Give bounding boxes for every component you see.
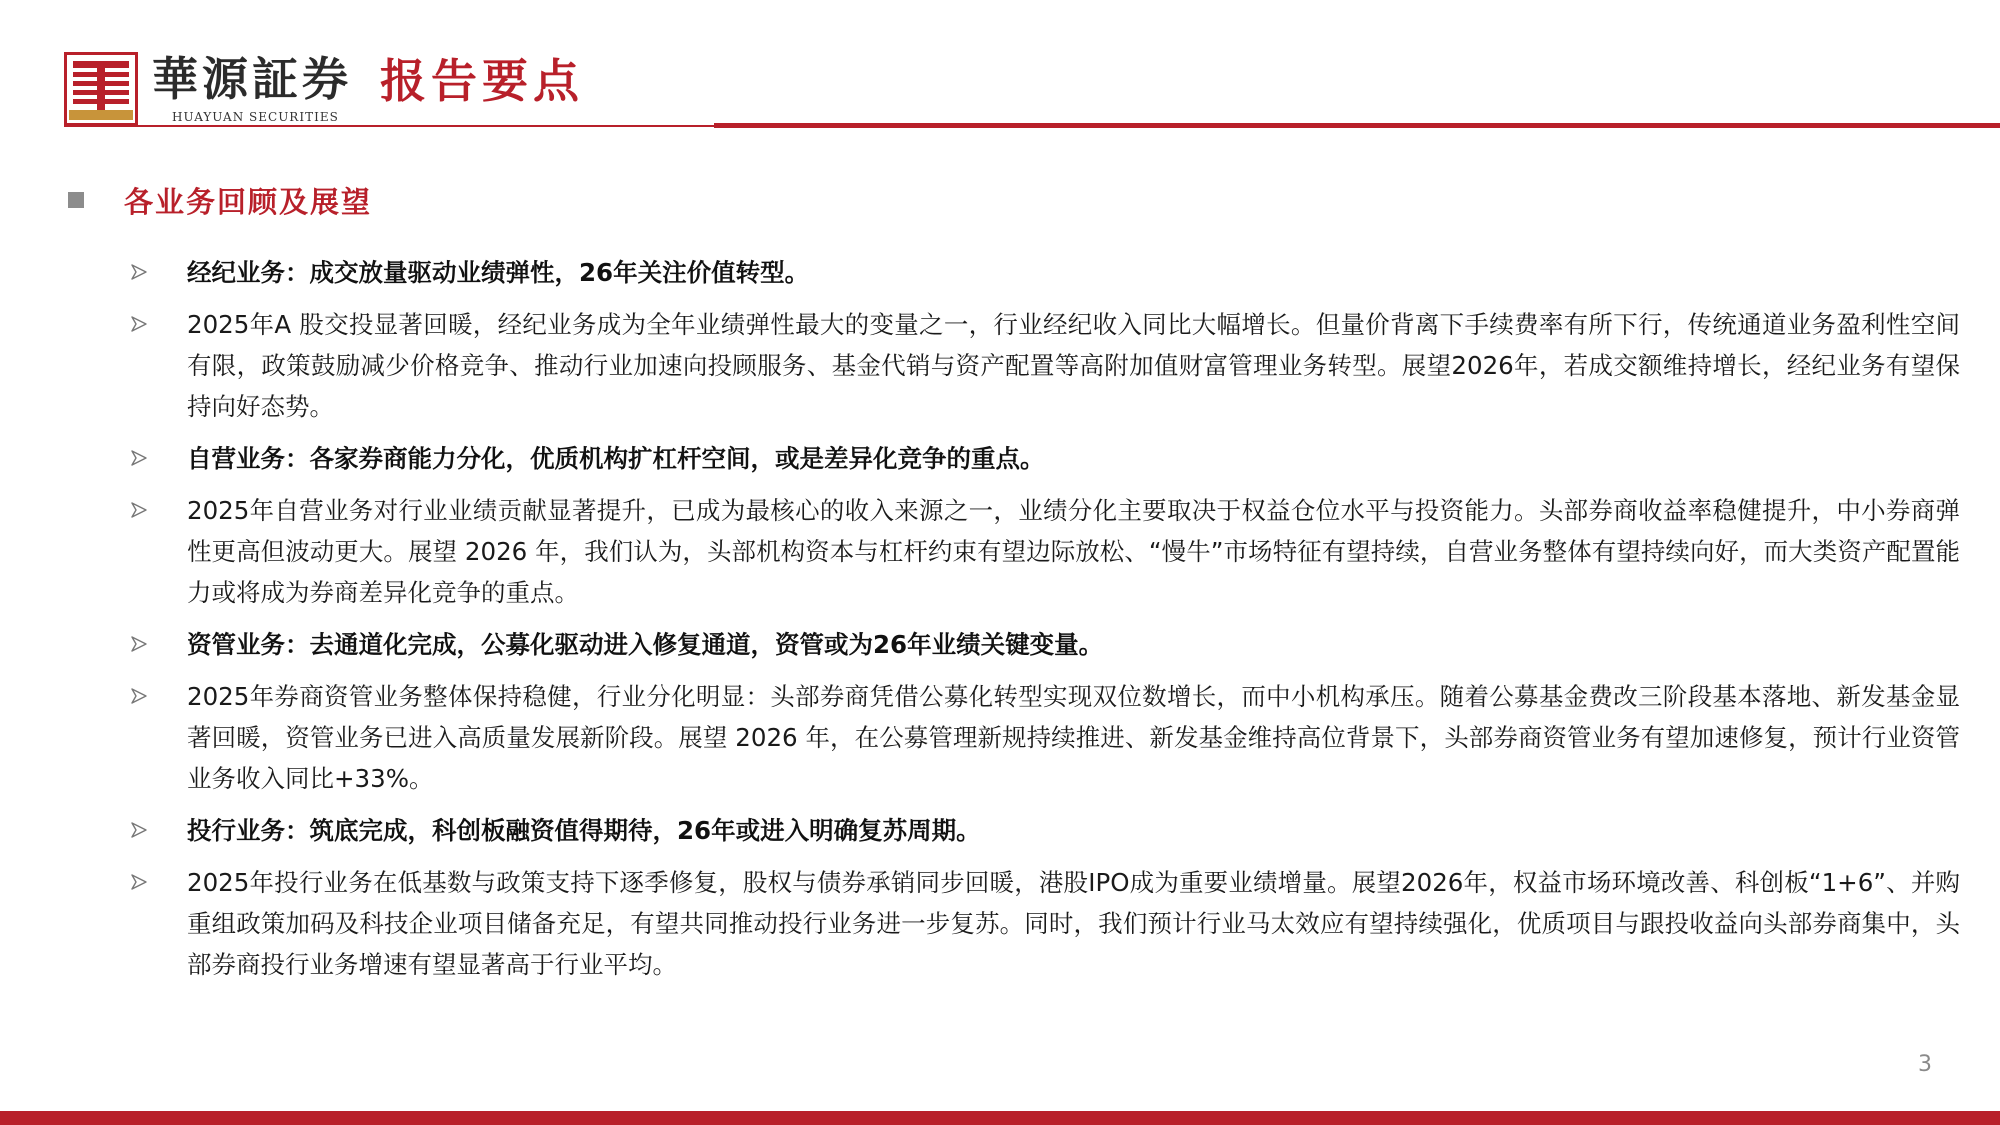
item-text: 2025年自营业务对行业业绩贡献显著提升，已成为最核心的收入来源之一，业绩分化主要取决于权益仓位水平与投资能力。头部券商收益率稳健提升，中小券商弹性更高但波动更大。展望 2026 年，我们认为，头部机构资本与杠杆约束有望边际放松、“慢牛”市场特征有望持续，自营业务整体有望持续向好，而大类资产配置能力或将成为券商差异化竞争的重点。 (187, 496, 1960, 607)
square-bullet-icon (68, 192, 84, 208)
content-list (130, 252, 1960, 996)
footer-bar (0, 1111, 2000, 1125)
brand-english-name: HUAYUAN SECURITIES (172, 110, 339, 124)
item-text: 经纪业务：成交放量驱动业绩弹性，26年关注价值转型。 (187, 258, 810, 287)
list-item-body (130, 676, 1960, 799)
arrow-bullet-icon (130, 263, 148, 281)
list-item-heading (130, 624, 1960, 665)
list-item-heading (130, 252, 1960, 293)
section-header (68, 180, 372, 220)
page-title: 报告要点 (380, 54, 584, 108)
header-divider-thin (64, 125, 714, 127)
item-text: 2025年投行业务在低基数与政策支持下逐季修复，股权与债券承销同步回暖，港股IPO成为重要业绩增量。展望2026年，权益市场环境改善、科创板“1+6”、并购重组政策加码及科技企业项目储备充足，有望共同推动投行业务进一步复苏。同时，我们预计行业马太效应有望持续强化，优质项目与跟投收益向头部券商集中，头部券商投行业务增速有望显著高于行业平均。 (187, 868, 1960, 979)
arrow-bullet-icon (130, 635, 148, 653)
item-text: 2025年券商资管业务整体保持稳健，行业分化明显：头部券商凭借公募化转型实现双位数增长，而中小机构承压。随着公募基金费改三阶段基本落地、新发基金显著回暖，资管业务已进入高质量发展新阶段。展望 2026 年，在公募管理新规持续推进、新发基金维持高位背景下，头部券商资管业务有望加速修复，预计行业资管业务收入同比+33%。 (187, 682, 1960, 793)
arrow-bullet-icon (130, 315, 148, 333)
list-item-body (130, 304, 1960, 427)
item-text: 投行业务：筑底完成，科创板融资值得期待，26年或进入明确复苏周期。 (187, 816, 981, 845)
header-divider-thick (714, 123, 2000, 128)
brand-name: 華源証券 (152, 52, 352, 106)
arrow-bullet-icon (130, 687, 148, 705)
list-item-heading (130, 810, 1960, 851)
arrow-bullet-icon (130, 449, 148, 467)
item-text: 自营业务：各家券商能力分化，优质机构扩杠杆空间，或是差异化竞争的重点。 (187, 444, 1045, 473)
arrow-bullet-icon (130, 873, 148, 891)
header (0, 0, 2000, 130)
item-text: 资管业务：去通道化完成，公募化驱动进入修复通道，资管或为26年业绩关键变量。 (187, 630, 1104, 659)
section-title: 各业务回顾及展望 (124, 184, 373, 219)
list-item-body (130, 862, 1960, 985)
huayuan-logo-icon (64, 52, 138, 126)
page-number: 3 (1918, 1052, 1932, 1077)
arrow-bullet-icon (130, 821, 148, 839)
list-item-body (130, 490, 1960, 613)
arrow-bullet-icon (130, 501, 148, 519)
list-item-heading (130, 438, 1960, 479)
item-text: 2025年A 股交投显著回暖，经纪业务成为全年业绩弹性最大的变量之一，行业经纪收入同比大幅增长。但量价背离下手续费率有所下行，传统通道业务盈利性空间有限，政策鼓励减少价格竞争、推动行业加速向投顾服务、基金代销与资产配置等高附加值财富管理业务转型。展望2026年，若成交额维持增长，经纪业务有望保持向好态势。 (187, 310, 1960, 421)
